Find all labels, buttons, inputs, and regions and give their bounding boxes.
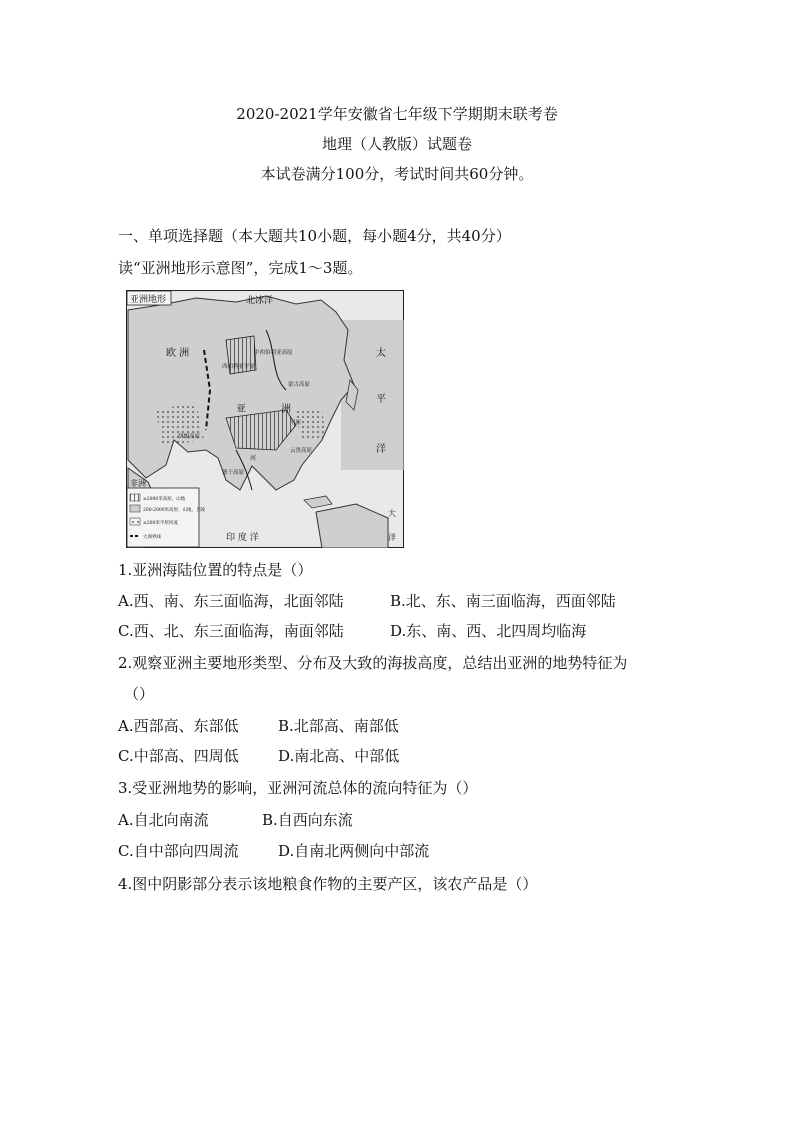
label-plateau-mongolia: 蒙古高原 [288,382,311,388]
question-3-option-d: D.自南北两侧向中部流 [278,842,430,860]
question-1-option-a: A.西、南、东三面临海，北面邻陆 [118,592,344,610]
label-europe: 欧 洲 [166,348,190,359]
legend-swatch-high [130,494,140,501]
legend-swatch-low [130,518,140,525]
label-arctic: 北冰洋 [246,296,274,306]
section-heading: 一、单项选择题（本大题共10小题，每小题4分，共40分） [118,227,511,245]
exam-title: 2020-2021学年安徽省七年级下学期期末联考卷 [236,105,558,123]
question-1-stem: 1.亚洲海陆位置的特点是（） [118,561,313,579]
legend-boundary: 大洲界线 [143,535,161,540]
question-1-option-c: C.西、北、东三面临海，南面邻陆 [118,622,344,640]
label-pacific-3: 洋 [376,444,386,455]
map-title: 亚洲地形 [130,295,167,305]
label-pacific-2: 平 [376,394,386,405]
question-3-stem: 3.受亚洲地势的影响，亚洲河流总体的流向特征为（） [118,779,478,797]
question-1-option-b: B.北、东、南三面临海，西面邻陆 [390,592,616,610]
label-pacific-1: 太 [376,348,386,359]
label-oceania-2: 洋 [388,533,396,542]
question-4-stem: 4.图中阴影部分表示该地粮食作物的主要产区，该农产品是（） [118,875,538,893]
label-plateau-yungui: 云贵高原 [290,448,313,454]
question-2-option-c: C.中部高、四周低 [118,747,239,765]
label-africa: 非洲 [130,479,146,488]
legend-low: ≤200米平原河流 [143,521,178,526]
asia-terrain-map [126,290,404,548]
question-2-option-a: A.西部高、东部低 [118,717,239,735]
label-indian-ocean: 印 度 洋 [226,533,259,543]
label-plateau-siberia: 中西伯利亚高原 [254,350,293,356]
question-3-option-c: C.自中部向四周流 [118,842,239,860]
question-2-option-b: B.北部高、南部低 [278,717,399,735]
legend-mid: 200-2000米高原、山地、丘陵 [143,508,206,513]
legend-swatch-mid [130,505,140,512]
label-asia-2: 洲 [281,404,291,415]
label-plateau-iran: 伊朗高原 [178,434,201,440]
question-2-stem: 2.观察亚洲主要地形类型、分布及大致的海拔高度，总结出亚洲的地势特征为 [118,654,628,672]
label-plain: 平原 [290,420,302,426]
question-3-option-a: A.自北向南流 [118,811,209,829]
exam-info: 本试卷满分100分，考试时间共60分钟。 [260,165,534,183]
label-river: 河 [250,455,257,462]
label-asia-1: 亚 [236,404,246,415]
label-plateau-deccan: 德干高原 [222,470,245,476]
question-1-option-d: D.东、南、西、北四周均临海 [390,622,587,640]
question-2-stem-cont: （） [124,685,155,703]
label-oceania-1: 大 [388,509,396,518]
section-instruction: 读“亚洲地形示意图”，完成1～3题。 [118,259,363,277]
question-2-option-d: D.南北高、中部低 [278,747,400,765]
legend-high: ≥2000米高原、山地 [143,497,186,502]
exam-subtitle: 地理（人教版）试题卷 [321,135,472,153]
label-plain-west-siberia: 西伯利亚平原 [222,364,256,370]
question-3-option-b: B.自西向东流 [262,811,353,829]
